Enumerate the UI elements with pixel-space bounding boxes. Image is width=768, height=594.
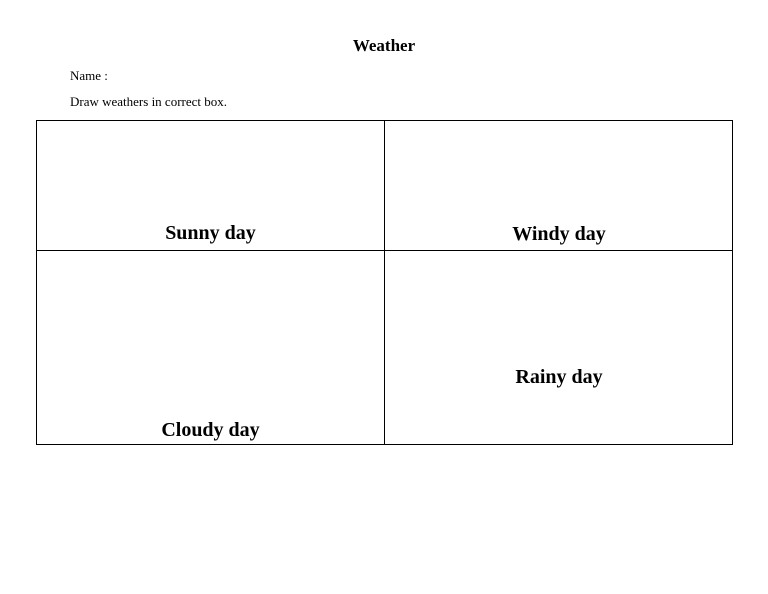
grid-horizontal-divider xyxy=(37,250,732,251)
windy-day-label: Windy day xyxy=(512,223,606,245)
name-field-label: Name : xyxy=(70,68,108,83)
weather-box-grid xyxy=(36,120,733,445)
page-title: Weather xyxy=(352,36,416,55)
rainy-day-label: Rainy day xyxy=(515,366,603,388)
grid-vertical-divider xyxy=(384,121,385,444)
cloudy-day-label: Cloudy day xyxy=(161,419,260,441)
instruction-text: Draw weathers in correct box. xyxy=(70,94,228,109)
sunny-day-label: Sunny day xyxy=(165,222,256,244)
